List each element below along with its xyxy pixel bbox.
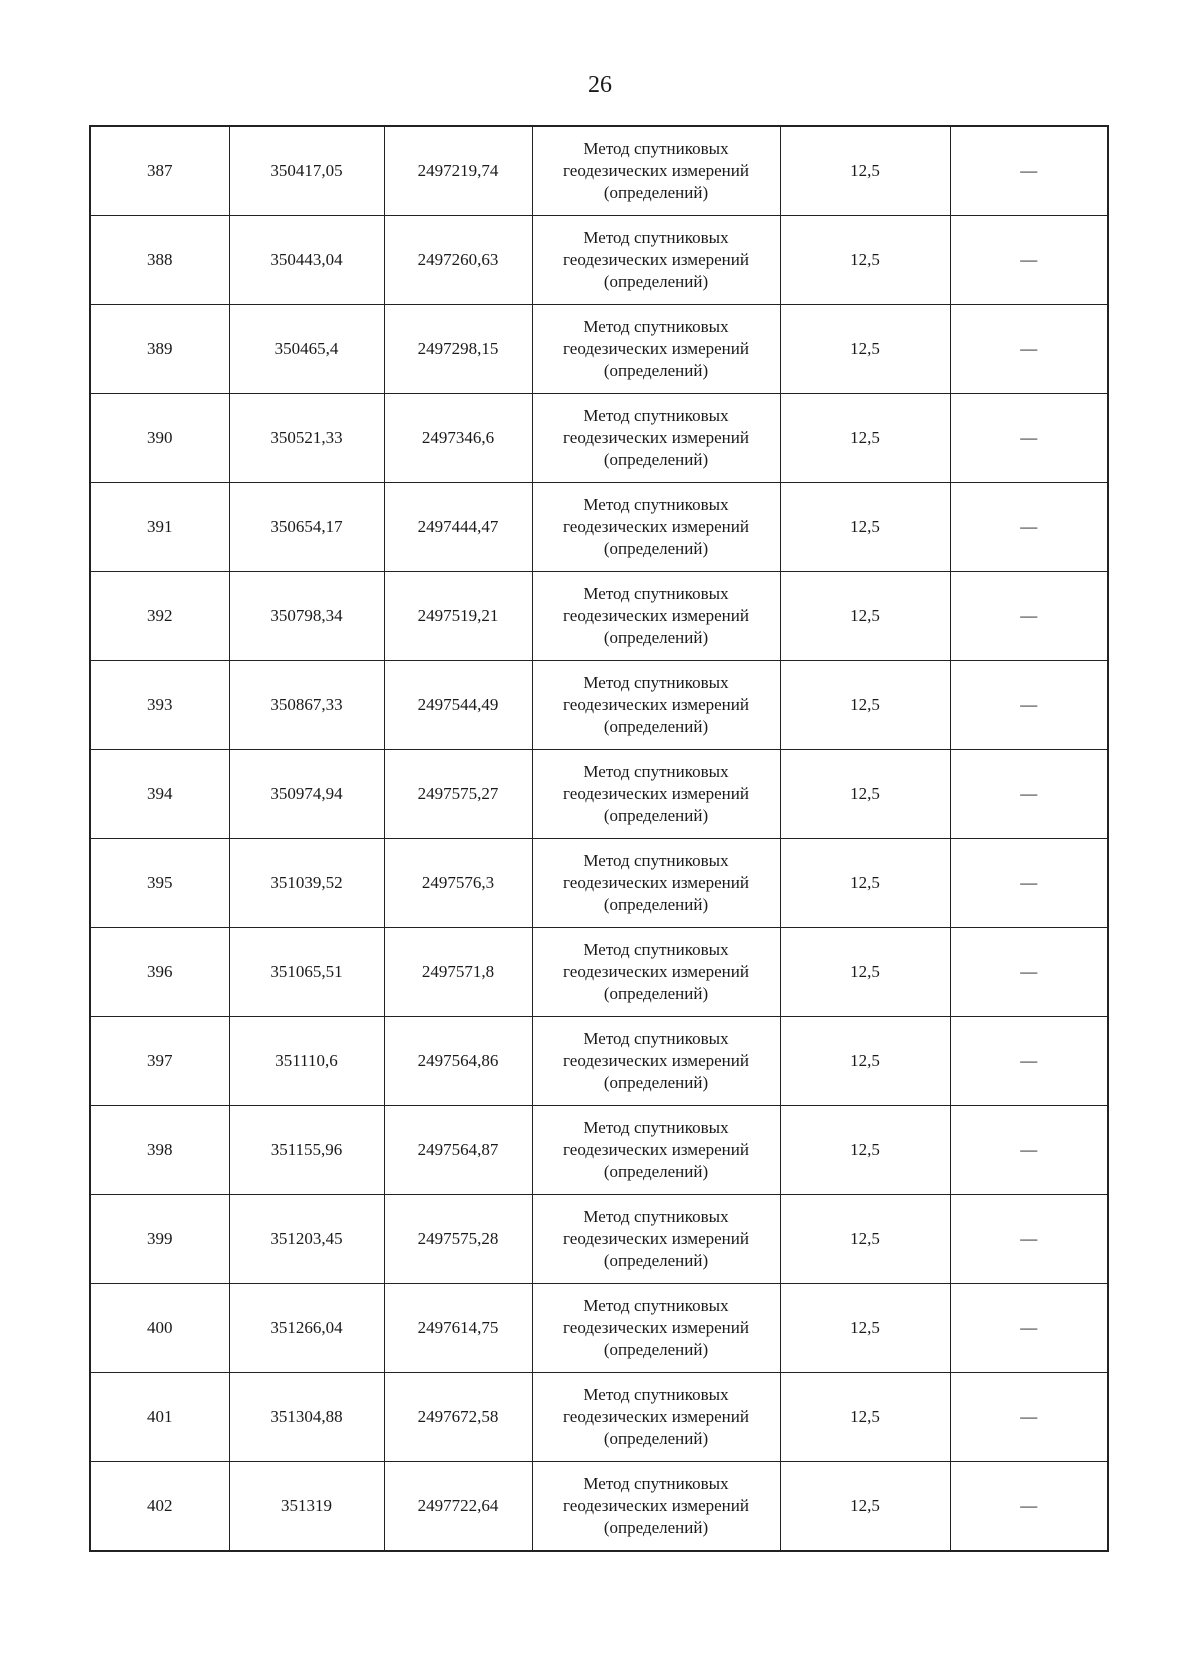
x-coordinate-cell: 351319: [229, 1462, 384, 1552]
method-cell: Метод спутниковых геодезических измерений (определений): [532, 394, 780, 483]
table-row: [90, 1462, 1108, 1552]
description-cell: —: [950, 1373, 1108, 1462]
x-coordinate-cell: 350521,33: [229, 394, 384, 483]
table-row: [90, 661, 1108, 750]
method-cell: Метод спутниковых геодезических измерений (определений): [532, 1462, 780, 1552]
y-coordinate-cell: 2497544,49: [384, 661, 532, 750]
method-cell: Метод спутниковых геодезических измерений (определений): [532, 216, 780, 305]
point-number-cell: 395: [90, 839, 229, 928]
x-coordinate-cell: 351065,51: [229, 928, 384, 1017]
description-cell: —: [950, 483, 1108, 572]
point-number-cell: 391: [90, 483, 229, 572]
point-number-cell: 402: [90, 1462, 229, 1552]
description-cell: —: [950, 750, 1108, 839]
y-coordinate-cell: 2497576,3: [384, 839, 532, 928]
method-cell: Метод спутниковых геодезических измерений (определений): [532, 1195, 780, 1284]
y-coordinate-cell: 2497298,15: [384, 305, 532, 394]
x-coordinate-cell: 350867,33: [229, 661, 384, 750]
table-row: [90, 1017, 1108, 1106]
x-coordinate-cell: 351110,6: [229, 1017, 384, 1106]
point-number-cell: 388: [90, 216, 229, 305]
x-coordinate-cell: 351039,52: [229, 839, 384, 928]
description-cell: —: [950, 126, 1108, 216]
accuracy-cell: 12,5: [780, 216, 950, 305]
method-cell: Метод спутниковых геодезических измерений (определений): [532, 1106, 780, 1195]
table-row: [90, 1106, 1108, 1195]
table-row: [90, 305, 1108, 394]
point-number-cell: 390: [90, 394, 229, 483]
y-coordinate-cell: 2497260,63: [384, 216, 532, 305]
accuracy-cell: 12,5: [780, 1373, 950, 1462]
y-coordinate-cell: 2497575,27: [384, 750, 532, 839]
table-row: [90, 750, 1108, 839]
x-coordinate-cell: 351203,45: [229, 1195, 384, 1284]
description-cell: —: [950, 661, 1108, 750]
accuracy-cell: 12,5: [780, 394, 950, 483]
description-cell: —: [950, 394, 1108, 483]
method-cell: Метод спутниковых геодезических измерений (определений): [532, 750, 780, 839]
point-number-cell: 397: [90, 1017, 229, 1106]
table-row: [90, 216, 1108, 305]
point-number-cell: 399: [90, 1195, 229, 1284]
table-row: [90, 1284, 1108, 1373]
method-cell: Метод спутниковых геодезических измерений (определений): [532, 839, 780, 928]
accuracy-cell: 12,5: [780, 661, 950, 750]
accuracy-cell: 12,5: [780, 928, 950, 1017]
x-coordinate-cell: 350798,34: [229, 572, 384, 661]
y-coordinate-cell: 2497444,47: [384, 483, 532, 572]
y-coordinate-cell: 2497219,74: [384, 126, 532, 216]
point-number-cell: 394: [90, 750, 229, 839]
y-coordinate-cell: 2497722,64: [384, 1462, 532, 1552]
description-cell: —: [950, 305, 1108, 394]
table-row: [90, 126, 1108, 216]
point-number-cell: 398: [90, 1106, 229, 1195]
y-coordinate-cell: 2497346,6: [384, 394, 532, 483]
accuracy-cell: 12,5: [780, 1462, 950, 1552]
method-cell: Метод спутниковых геодезических измерений (определений): [532, 1284, 780, 1373]
accuracy-cell: 12,5: [780, 1284, 950, 1373]
description-cell: —: [950, 1106, 1108, 1195]
accuracy-cell: 12,5: [780, 126, 950, 216]
accuracy-cell: 12,5: [780, 1106, 950, 1195]
table-row: [90, 839, 1108, 928]
x-coordinate-cell: 350654,17: [229, 483, 384, 572]
coordinates-table: [89, 125, 1109, 1552]
y-coordinate-cell: 2497519,21: [384, 572, 532, 661]
point-number-cell: 387: [90, 126, 229, 216]
point-number-cell: 392: [90, 572, 229, 661]
method-cell: Метод спутниковых геодезических измерений (определений): [532, 1373, 780, 1462]
table-row: [90, 1195, 1108, 1284]
x-coordinate-cell: 351155,96: [229, 1106, 384, 1195]
description-cell: —: [950, 928, 1108, 1017]
method-cell: Метод спутниковых геодезических измерений (определений): [532, 572, 780, 661]
y-coordinate-cell: 2497571,8: [384, 928, 532, 1017]
y-coordinate-cell: 2497672,58: [384, 1373, 532, 1462]
method-cell: Метод спутниковых геодезических измерений (определений): [532, 126, 780, 216]
x-coordinate-cell: 351266,04: [229, 1284, 384, 1373]
y-coordinate-cell: 2497564,87: [384, 1106, 532, 1195]
method-cell: Метод спутниковых геодезических измерений (определений): [532, 1017, 780, 1106]
x-coordinate-cell: 350974,94: [229, 750, 384, 839]
x-coordinate-cell: 350443,04: [229, 216, 384, 305]
accuracy-cell: 12,5: [780, 483, 950, 572]
method-cell: Метод спутниковых геодезических измерений (определений): [532, 661, 780, 750]
accuracy-cell: 12,5: [780, 1017, 950, 1106]
y-coordinate-cell: 2497564,86: [384, 1017, 532, 1106]
accuracy-cell: 12,5: [780, 839, 950, 928]
method-cell: Метод спутниковых геодезических измерений (определений): [532, 483, 780, 572]
method-cell: Метод спутниковых геодезических измерений (определений): [532, 928, 780, 1017]
description-cell: —: [950, 1017, 1108, 1106]
description-cell: —: [950, 572, 1108, 661]
description-cell: —: [950, 1195, 1108, 1284]
description-cell: —: [950, 839, 1108, 928]
table-row: [90, 483, 1108, 572]
accuracy-cell: 12,5: [780, 305, 950, 394]
accuracy-cell: 12,5: [780, 572, 950, 661]
table-body: [90, 126, 1108, 1551]
table-row: [90, 572, 1108, 661]
x-coordinate-cell: 351304,88: [229, 1373, 384, 1462]
table-row: [90, 394, 1108, 483]
point-number-cell: 396: [90, 928, 229, 1017]
description-cell: —: [950, 1284, 1108, 1373]
point-number-cell: 400: [90, 1284, 229, 1373]
accuracy-cell: 12,5: [780, 750, 950, 839]
point-number-cell: 389: [90, 305, 229, 394]
accuracy-cell: 12,5: [780, 1195, 950, 1284]
point-number-cell: 401: [90, 1373, 229, 1462]
table-row: [90, 928, 1108, 1017]
y-coordinate-cell: 2497575,28: [384, 1195, 532, 1284]
y-coordinate-cell: 2497614,75: [384, 1284, 532, 1373]
table-row: [90, 1373, 1108, 1462]
description-cell: —: [950, 216, 1108, 305]
description-cell: —: [950, 1462, 1108, 1552]
page-number: 26: [588, 72, 612, 98]
x-coordinate-cell: 350465,4: [229, 305, 384, 394]
point-number-cell: 393: [90, 661, 229, 750]
x-coordinate-cell: 350417,05: [229, 126, 384, 216]
method-cell: Метод спутниковых геодезических измерений (определений): [532, 305, 780, 394]
